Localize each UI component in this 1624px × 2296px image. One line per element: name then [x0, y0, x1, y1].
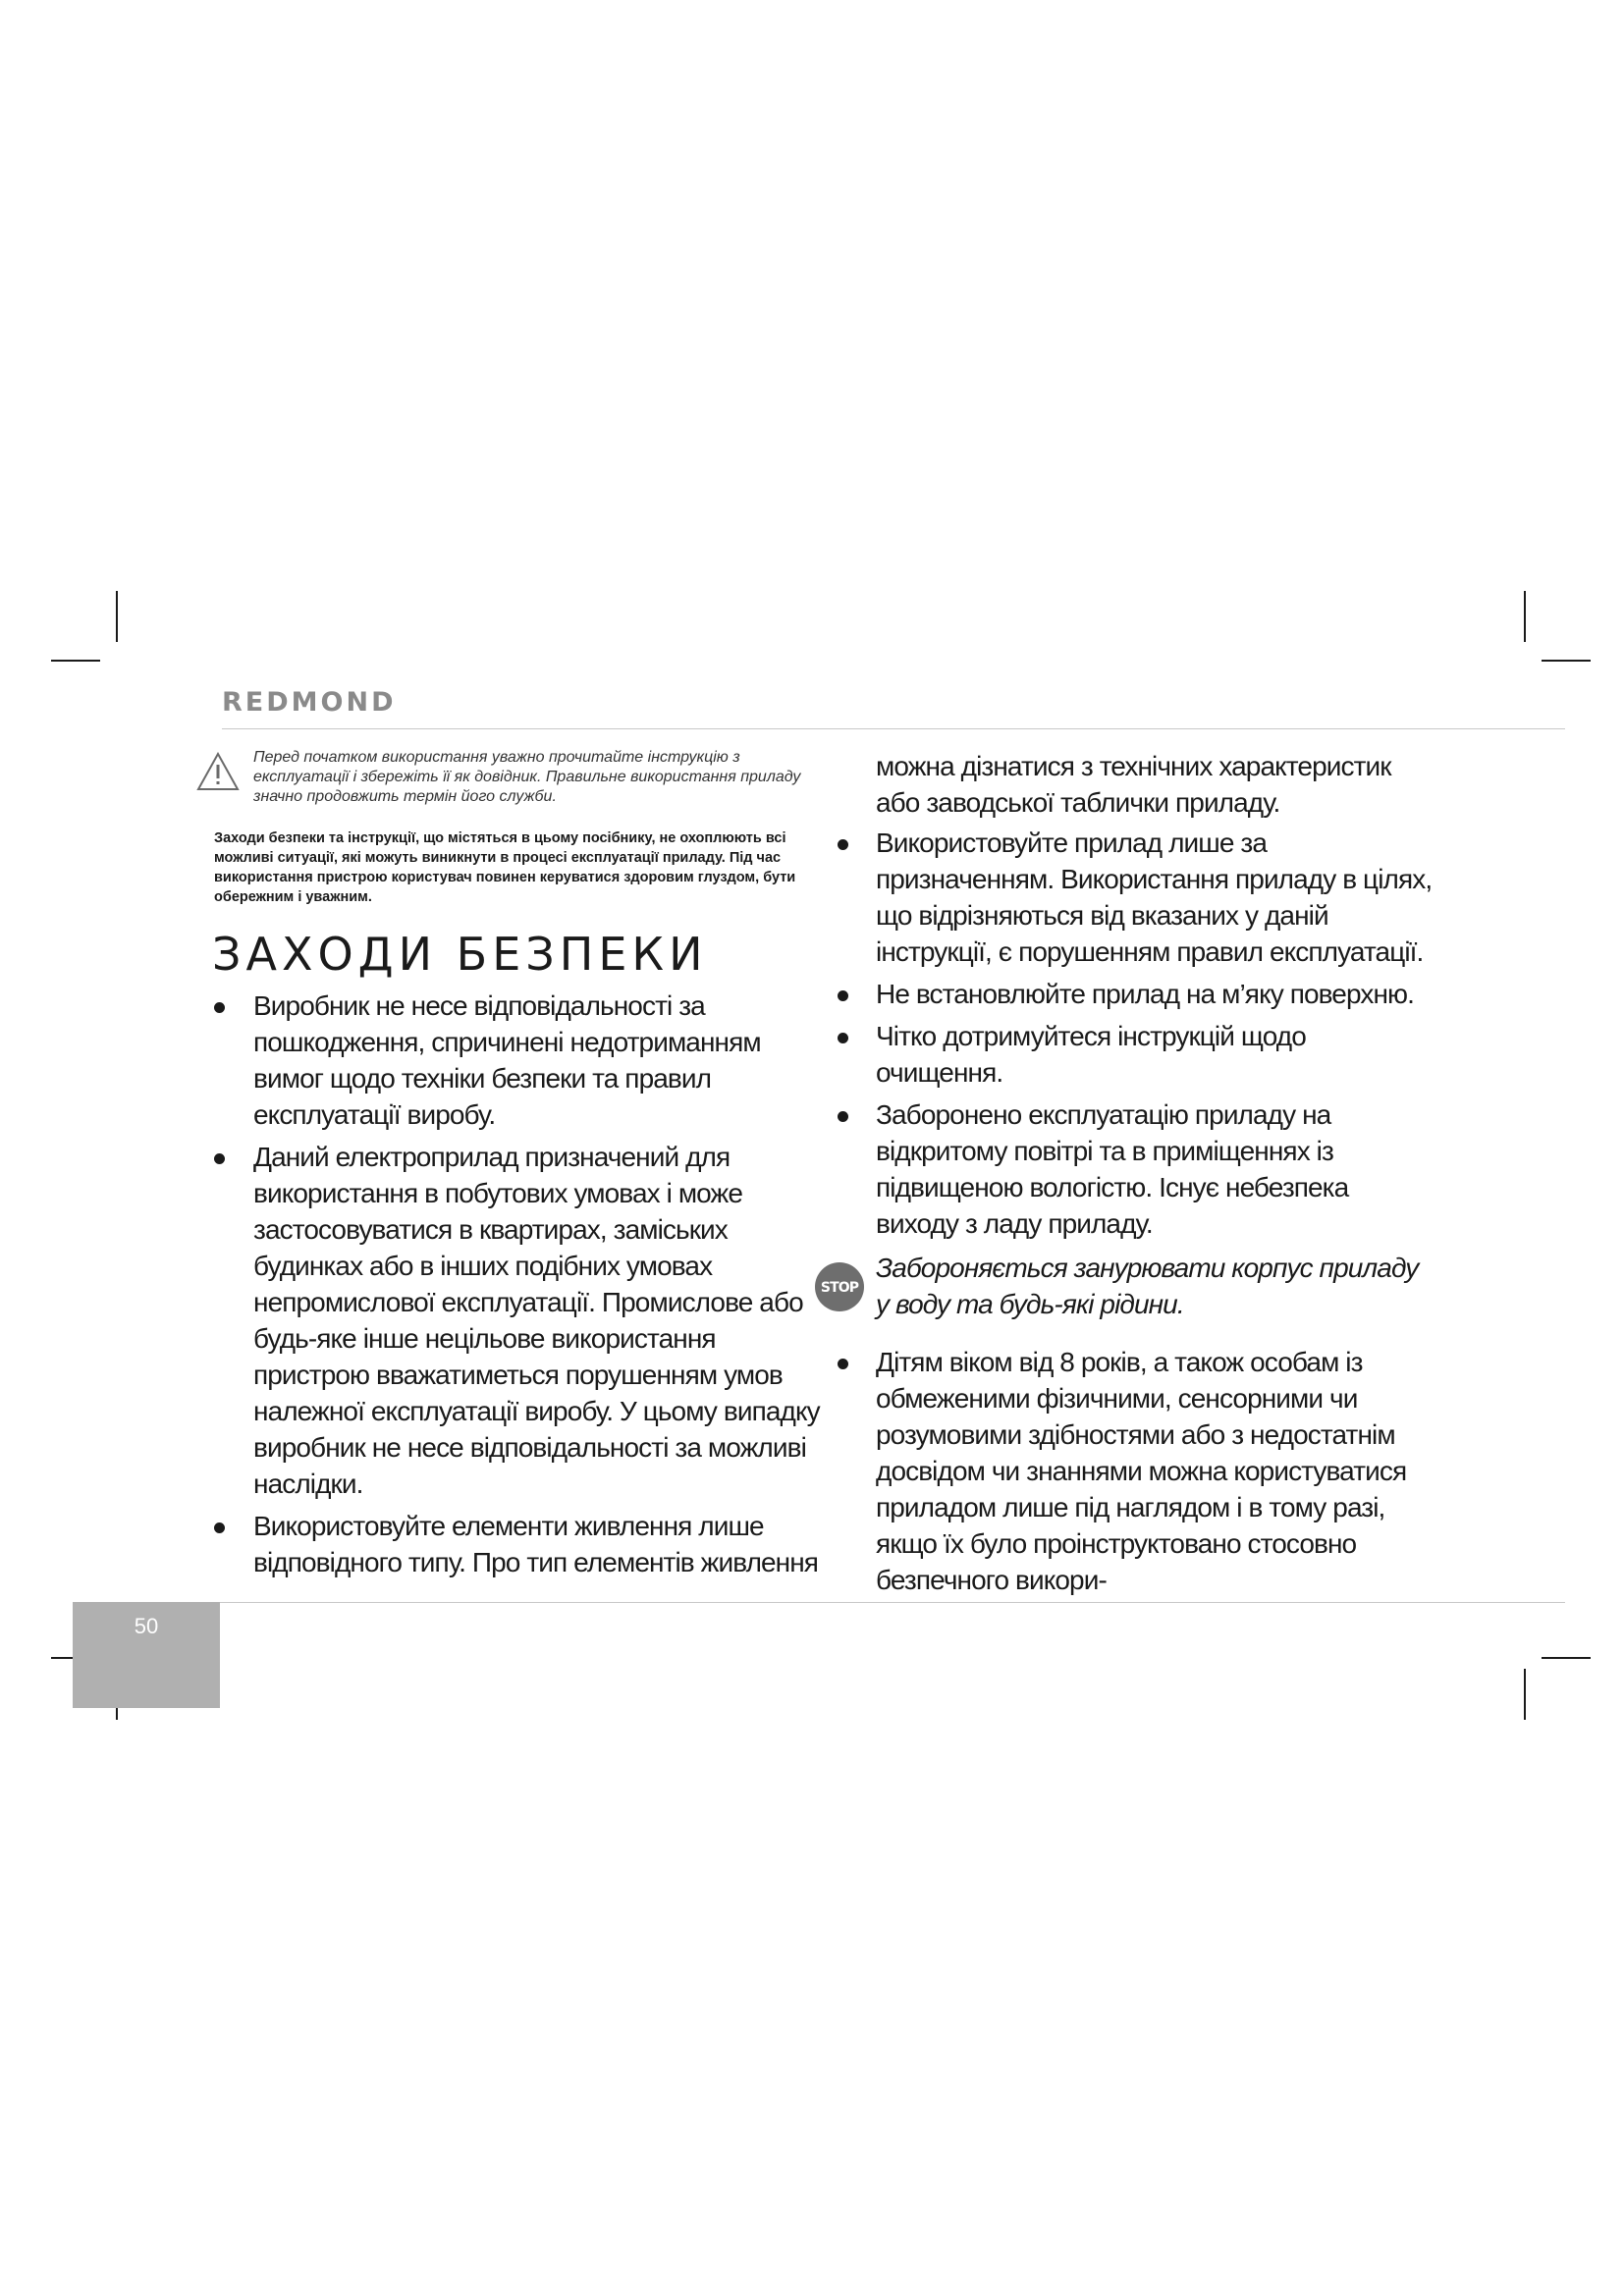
bullet-icon: [214, 1153, 225, 1164]
crop-mark: [1524, 591, 1526, 642]
list-item: Використовуйте прилад лише за призначенням. Використання приладу в цілях, що відрізняються від вказаних у даній інструкції, є порушенням правил експлуатації.: [825, 825, 1434, 970]
page-number-box: [73, 1602, 220, 1708]
warning-block: [196, 748, 825, 807]
right-bullet-list-2: [825, 1344, 1434, 1598]
bullet-icon: [838, 1111, 848, 1122]
right-bullet-list: [825, 825, 1434, 1242]
stop-warning: [820, 1250, 1434, 1322]
page-number: 50: [134, 1614, 159, 1638]
warning-triangle-icon: [196, 752, 240, 791]
list-item: Чітко дотримуйтеся інструкцій щодо очищення.: [825, 1018, 1434, 1091]
list-item: Виробник не несе відповідальності за пошкодження, спричинені недотриманням вимог щодо техніки безпеки та правил експлуатації виробу.: [196, 988, 825, 1133]
warning-text: Перед початком використання уважно прочитайте інструкцію з експлуатації і збережіть її як довідник. Правильне використання приладу значно продовжить термін його служби.: [253, 749, 801, 805]
footer-rule: [73, 1602, 1565, 1603]
safety-note: Заходи безпеки та інструкції, що містяться в цьому посібнику, не охоплюють всі можливі ситуації, які можуть виникнути в процесі експлуатації приладу. Під час використання пристрою користувач повинен керуватися здоровим глуздом, бути обережним і уважним.: [214, 830, 796, 905]
list-item: Не встановлюйте прилад на м’яку поверхню.: [825, 976, 1434, 1012]
section-title: ЗАХОДИ БЕЗПЕКИ: [212, 928, 708, 981]
crop-mark: [1524, 1669, 1526, 1720]
crop-mark: [51, 660, 100, 662]
list-item: Даний електроприлад призначений для використання в побутових умовах і може застосовуватися в квартирах, заміських будинках або в інших подібних умовах непромислової експлуатації. Промислове або будь-яке інше нецільове використання пристрою вважатиметься порушенням умов належної експлуатації виробу. У цьому випадку виробник не несе відповідальності за можливі наслідки.: [196, 1139, 825, 1502]
list-item: Дітям віком від 8 років, а також особам із обмеженими фізичними, сенсорними чи розумовими здібностями або з недостатнім досвідом чи знаннями можна користуватися приладом лише під наглядом і в тому разі, якщо їх було проінструктовано стосовно безпечного викори-: [825, 1344, 1434, 1598]
bullet-icon: [838, 990, 848, 1001]
list-item: Використовуйте елементи живлення лише відповідного типу. Про тип елементів живлення: [196, 1508, 825, 1580]
right-column: [820, 748, 1434, 1604]
brand-logo: REDMOND: [222, 687, 397, 718]
stop-sign-label: STOP: [820, 1280, 859, 1296]
left-column: [196, 748, 825, 1586]
crop-mark: [1542, 1657, 1591, 1659]
bullet-icon: [214, 1002, 225, 1013]
left-bullet-list: [196, 988, 825, 1580]
bullet-icon: [838, 839, 848, 850]
header-rule: [222, 728, 1565, 729]
continued-text: можна дізнатися з технічних характеристик або заводської таблички приладу.: [876, 751, 1391, 818]
bullet-icon: [838, 1033, 848, 1043]
crop-mark: [1542, 660, 1591, 662]
bullet-icon: [214, 1522, 225, 1533]
crop-mark: [116, 591, 118, 642]
stop-sign-icon: [814, 1261, 865, 1312]
stop-text: Забороняється занурювати корпус приладу у воду та будь-які рідини.: [876, 1253, 1419, 1319]
bullet-icon: [838, 1359, 848, 1369]
list-item: Заборонено експлуатацію приладу на відкритому повітрі та в приміщеннях із підвищеною вологістю. Існує небезпека виходу з ладу приладу.: [825, 1096, 1434, 1242]
